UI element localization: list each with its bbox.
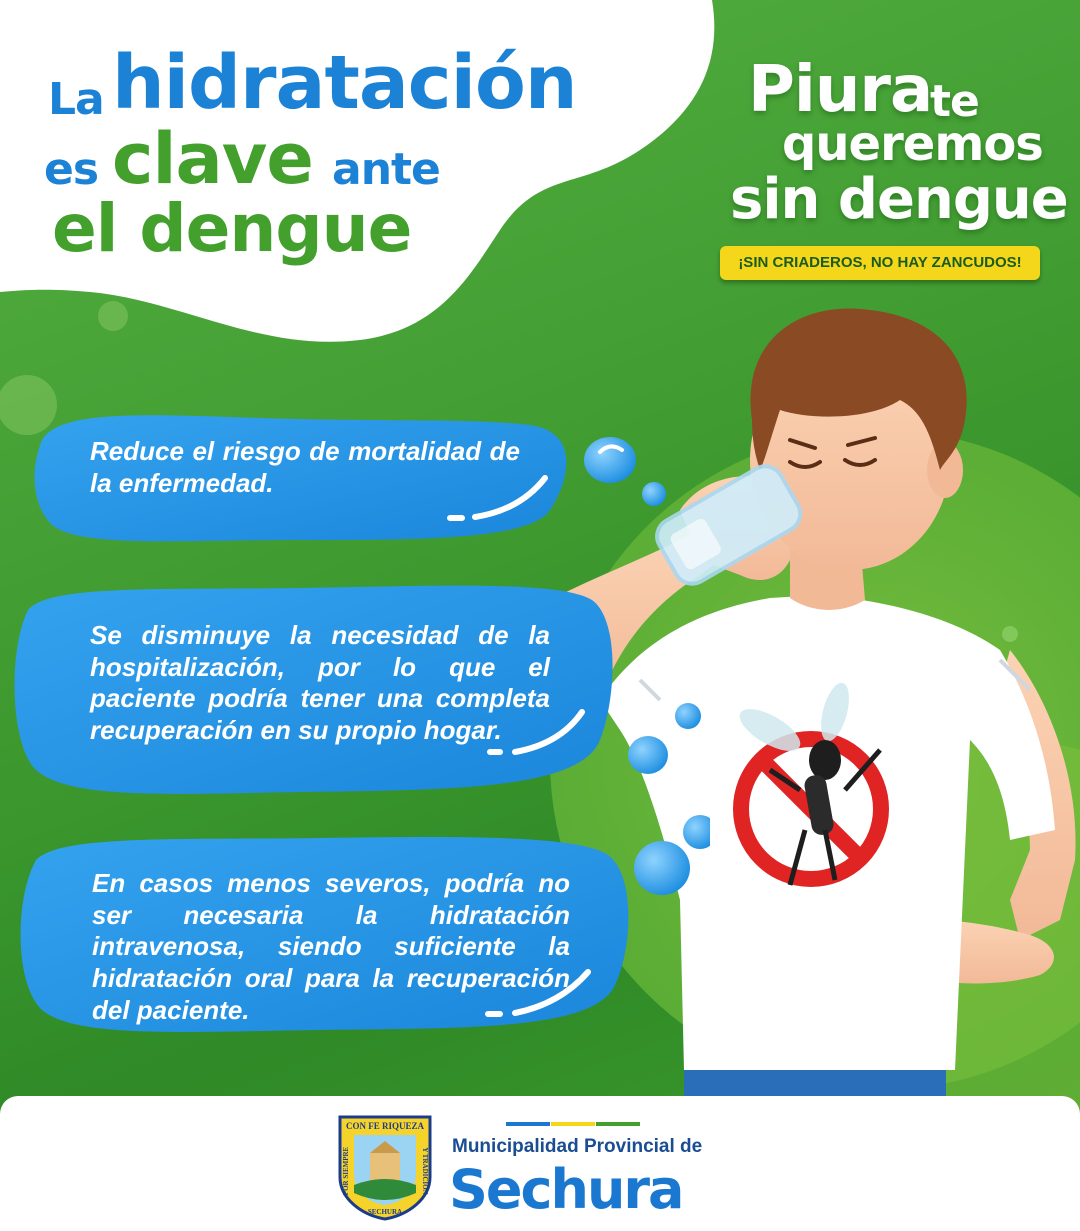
institution-line: Municipalidad Provincial de xyxy=(452,1136,703,1157)
crest-text-right: Y TRADICION xyxy=(421,1147,429,1195)
headline-la: La xyxy=(48,74,104,125)
headline-hidratacion: hidratación xyxy=(112,40,577,126)
footer-accent-lines xyxy=(506,1122,640,1128)
headline-el-dengue: el dengue xyxy=(52,190,412,267)
crest-text-top: CON FE RIQUEZA xyxy=(345,1121,425,1131)
slogan-sin-dengue: sin dengue xyxy=(730,167,1068,232)
crest-text-left: POR SIEMPRE xyxy=(342,1146,350,1196)
crest-icon xyxy=(336,1113,434,1221)
bubble-text-1: Reduce el riesgo de mortalidad de la enfermedad. xyxy=(90,436,520,498)
slogan-queremos: queremos xyxy=(782,116,1043,172)
slogan-badge: ¡SIN CRIADEROS, NO HAY ZANCUDOS! xyxy=(720,246,1040,280)
headline-es: es xyxy=(44,144,99,195)
crest-text-bottom: SECHURA xyxy=(367,1208,403,1216)
headline-ante: ante xyxy=(332,144,440,195)
headline-clave: clave xyxy=(112,118,313,200)
slogan-piura: Piura xyxy=(748,53,933,127)
bubble-text-3: En casos menos severos, podría no ser necesaria la hidratación intravenosa, siendo suficiente la hidratación oral para la recuperación del paciente. xyxy=(92,868,570,1025)
bubble-text-2: Se disminuye la necesidad de la hospitalización, por lo que el paciente podría tener una completa recuperación en su propio hogar. xyxy=(90,620,550,746)
institution-name: Sechura xyxy=(449,1158,683,1221)
slogan-te: te xyxy=(930,76,979,127)
